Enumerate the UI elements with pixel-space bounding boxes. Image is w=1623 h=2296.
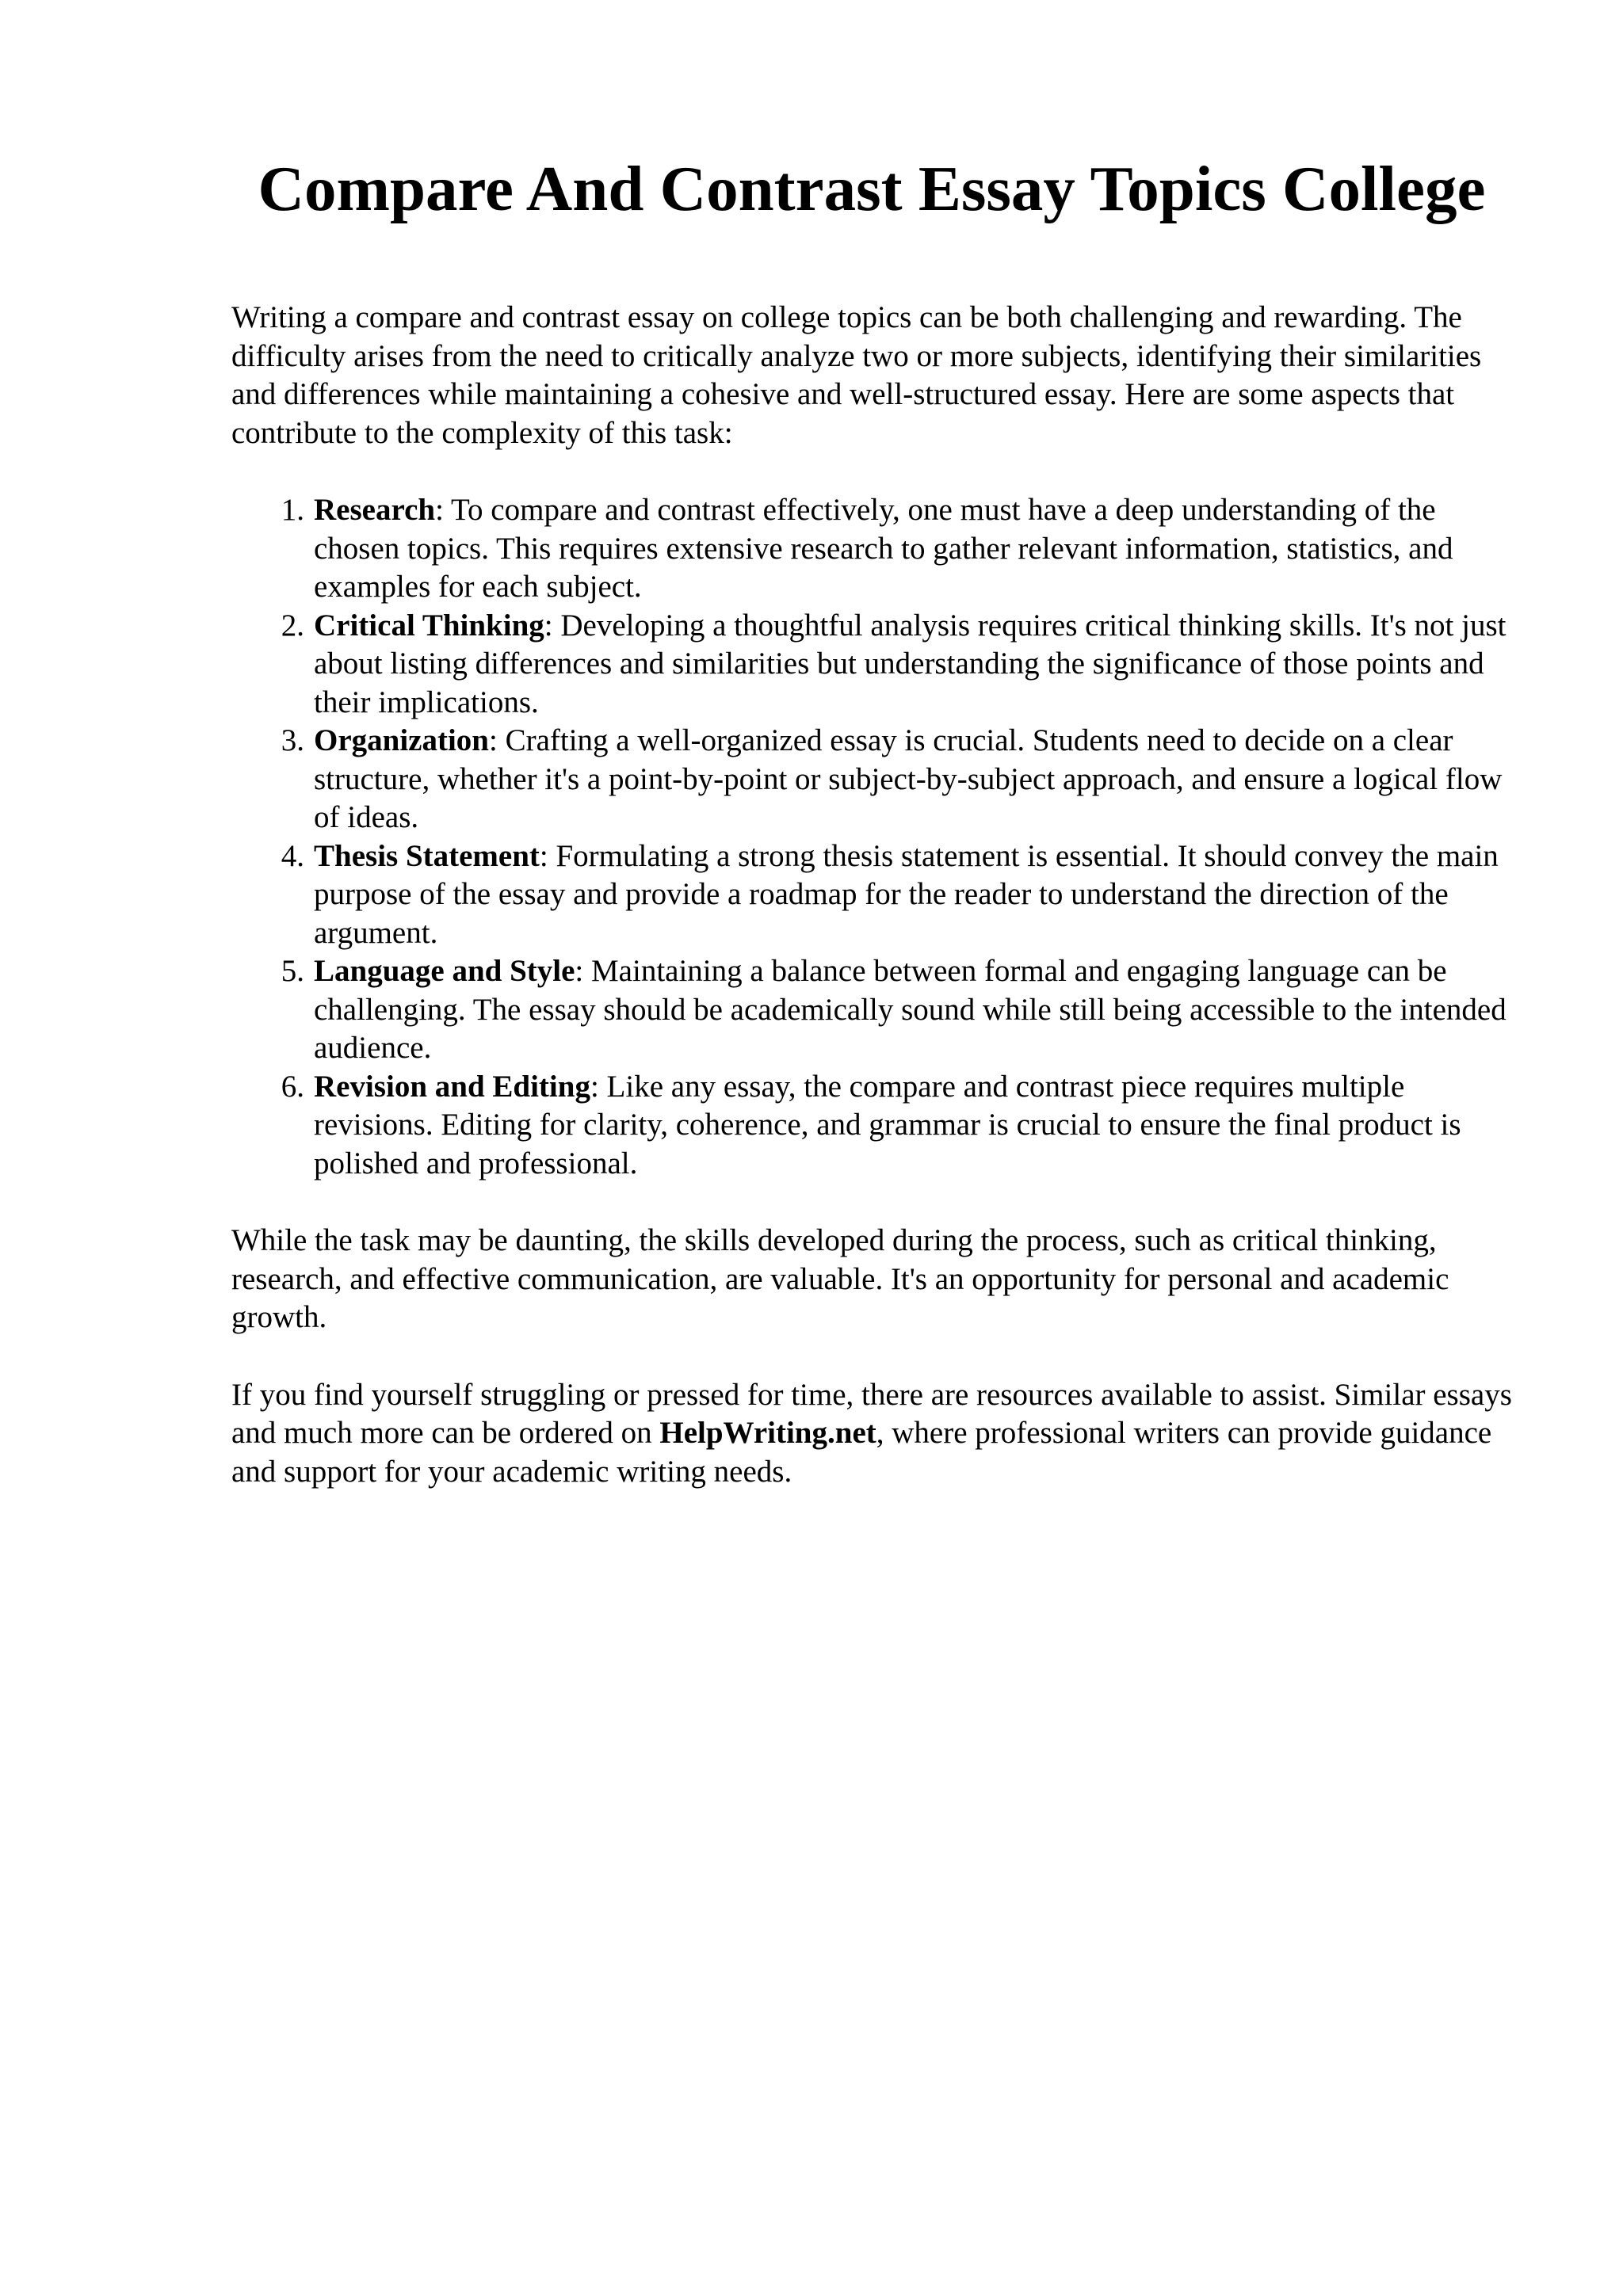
list-item-term: Thesis Statement [314, 838, 540, 873]
list-item-number: 3. [281, 723, 304, 757]
page-title: Compare And Contrast Essay Topics College [258, 153, 1486, 224]
cta-text-after: , where professional writers can provide guidance and support for your academic writing needs. [231, 1416, 1492, 1489]
intro-paragraph: Writing a compare and contrast essay on college topics can be both challenging and rewarding. The difficulty arises from the need to critically analyze two or more subjects, identifying their similarities and differences while maintaining a cohesive and well-structured essay. Here are some aspects that contribute to the complexity of this task: [231, 300, 1482, 450]
cta-paragraph [231, 1376, 1515, 1492]
list-item-number: 4. [281, 838, 304, 873]
closing-paragraph: While the task may be daunting, the skills developed during the process, such as critical thinking, research, and effective communication, are valuable. It's an opportunity for personal and academic growth. [231, 1223, 1449, 1334]
list-item-text: : Maintaining a balance between formal and engaging language can be challenging. The essay should be academically sound while still being accessible to the intended audience. [314, 954, 1507, 1065]
list-item-term: Language and Style [314, 954, 575, 988]
list-item [231, 607, 1515, 723]
list-item-term: Revision and Editing [314, 1069, 590, 1104]
list-item [231, 722, 1515, 837]
list-item [231, 1068, 1515, 1184]
list-item-text: : Like any essay, the compare and contrast piece requires multiple revisions. Editing for clarity, coherence, and grammar is crucial to ensure the final product is polished and professional. [314, 1069, 1461, 1180]
list-item-text: : Developing a thoughtful analysis requires critical thinking skills. It's not just about listing differences and similarities but understanding the significance of those points and their implications. [314, 608, 1507, 719]
list-item-term: Organization [314, 723, 489, 757]
list-item-text: : Crafting a well-organized essay is crucial. Students need to decide on a clear structure, whether it's a point-by-point or subject-by-subject approach, and ensure a logical flow of ideas. [314, 723, 1503, 834]
list-item-term: Research [314, 493, 436, 527]
list-item-text: : Formulating a strong thesis statement is essential. It should convey the main purpose of the essay and provide a roadmap for the reader to understand the direction of the argument. [314, 838, 1499, 950]
list-item-text: : To compare and contrast effectively, one must have a deep understanding of the chosen topics. This requires extensive research to gather relevant information, statistics, and examples for each subject. [314, 493, 1453, 604]
aspects-list [231, 491, 1515, 1183]
list-item-number: 6. [281, 1069, 304, 1104]
list-item [231, 491, 1515, 607]
list-item-term: Critical Thinking [314, 608, 544, 643]
helpwriting-link[interactable]: HelpWriting.net [659, 1416, 876, 1450]
list-item-number: 1. [281, 493, 304, 527]
list-item [231, 952, 1515, 1068]
cta-text-before: If you find yourself struggling or pressed for time, there are resources available to assist. Similar essays and much more can be ordered on [231, 1377, 1512, 1450]
list-item-number: 5. [281, 954, 304, 988]
list-item-number: 2. [281, 608, 304, 643]
list-item [231, 837, 1515, 953]
document-body [231, 299, 1515, 1491]
